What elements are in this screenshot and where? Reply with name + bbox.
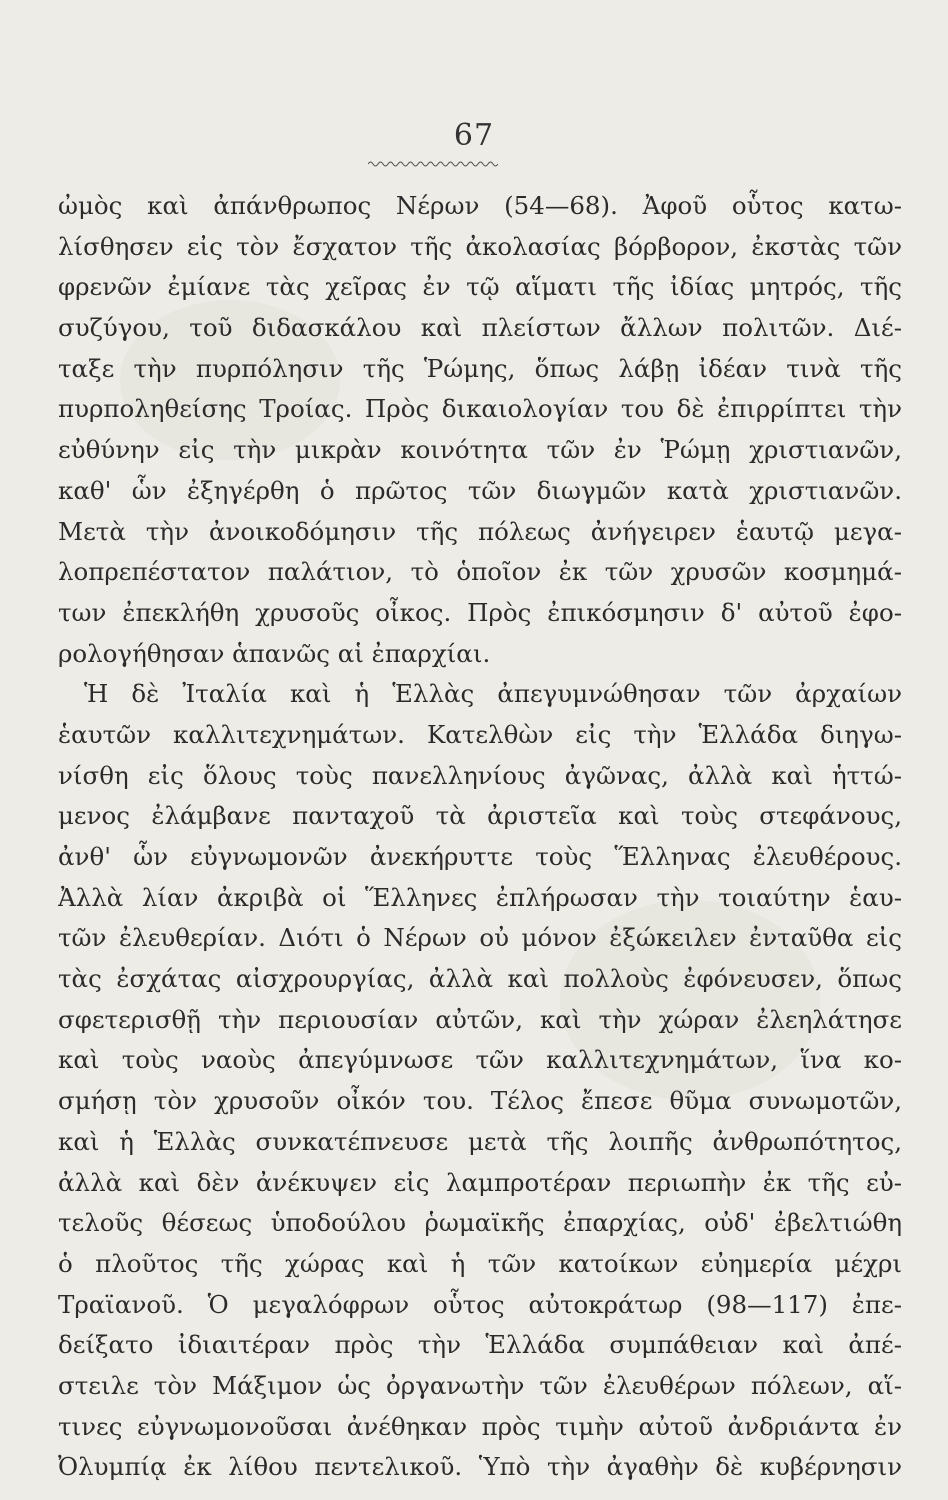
text-line: λίσθησεν εἰς τὸν ἔσχατον τῆς ἀκολασίας βόρβορον, ἐκστὰς τῶν (58, 231, 902, 261)
text-line: συζύγου, τοῦ διδασκάλου καὶ πλείστων ἄλλων πολιτῶν. Διέ- (58, 313, 902, 343)
text-line: ὠμὸς καὶ ἀπάνθρωπος Νέρων (54—68). Ἀφοῦ οὗτος κατω- (58, 191, 902, 220)
text-line: των ἐπεκλήθη χρυσοῦς οἶκος. Πρὸς ἐπικόσμησιν δ' αὐτοῦ ἐφο- (58, 597, 902, 627)
text-line: λοπρεπέστατον παλάτιον, τὸ ὁποῖον ἐκ τῶν χρυσῶν κοσμημά- (58, 557, 902, 587)
text-line: πυρποληθείσης Τροίας. Πρὸς δικαιολογίαν του δὲ ἐπιρρίπτει τὴν (58, 394, 902, 424)
text-line: τὰς ἐσχάτας αἰσχρουργίας, ἀλλὰ καὶ πολλοὺς ἐφόνευσεν, ὅπως (58, 964, 902, 994)
text-line: καθ' ὧν ἐξηγέρθη ὁ πρῶτος τῶν διωγμῶν κατὰ χριστιανῶν. (58, 475, 902, 505)
text-line: δείξατο ἰδιαιτέραν πρὸς τὴν Ἑλλάδα συμπάθειαν καὶ ἀπέ- (58, 1330, 902, 1360)
text-line: ἑαυτῶν καλλιτεχνημάτων. Κατελθὼν εἰς τὴν Ἑλλάδα διηγω- (58, 719, 902, 749)
text-line: μενος ἐλάμβανε πανταχοῦ τὰ ἀριστεῖα καὶ τοὺς στεφάνους, (58, 801, 902, 831)
text-line: καὶ τοὺς ναοὺς ἀπεγύμνωσε τῶν καλλιτεχνημάτων, ἵνα κο- (58, 1045, 902, 1075)
text-line: φρενῶν ἐμίανε τὰς χεῖρας ἐν τῷ αἵματι τῆς ἰδίας μητρός, τῆς (58, 272, 902, 302)
text-line: ἀλλὰ καὶ δὲν ἀνέκυψεν εἰς λαμπροτέραν περιωπὴν ἐκ τῆς εὐ- (58, 1167, 902, 1197)
wavy-rule-ornament (368, 160, 498, 168)
text-line: στειλε τὸν Μάξιμον ὡς ὀργανωτὴν τῶν ἐλευθέρων πόλεων, αἵ- (58, 1370, 902, 1400)
text-line: τῶν ἐλευθερίαν. Διότι ὁ Νέρων οὐ μόνον ἐξώκειλεν ἐνταῦθα εἰς (58, 923, 902, 953)
text-line: ὁ πλοῦτος τῆς χώρας καὶ ἡ τῶν κατοίκων εὐημερία μέχρι (58, 1248, 902, 1278)
text-line: Μετὰ τὴν ἀνοικοδόμησιν τῆς πόλεως ἀνήγειρεν ἑαυτῷ μεγα- (58, 516, 902, 546)
text-line: τελοῦς θέσεως ὑποδούλου ῥωμαϊκῆς ἐπαρχίας, οὐδ' ἐβελτιώθη (58, 1208, 902, 1238)
body-text (58, 186, 902, 1488)
text-line: Τραϊανοῦ. Ὁ μεγαλόφρων οὗτος αὐτοκράτωρ (98—117) ἐπε- (58, 1289, 902, 1319)
text-line: εὐθύνην εἰς τὴν μικρὰν κοινότητα τῶν ἐν Ῥώμῃ χριστιανῶν, (58, 435, 902, 465)
text-line: νίσθη εἰς ὅλους τοὺς πανελληνίους ἀγῶνας, ἀλλὰ καὶ ἡττώ- (58, 760, 902, 790)
text-line: σφετερισθῇ τὴν περιουσίαν αὐτῶν, καὶ τὴν χώραν ἐλεηλάτησε (58, 1004, 902, 1034)
text-line: ρολογήθησαν ἁπανῶς αἱ ἐπαρχίαι. (58, 638, 491, 668)
text-line: σμήσῃ τὸν χρυσοῦν οἶκόν του. Τέλος ἔπεσε θῦμα συνωμοτῶν, (58, 1086, 902, 1116)
text-line: ταξε τὴν πυρπόλησιν τῆς Ῥώμης, ὅπως λάβῃ ἰδέαν τινὰ τῆς (58, 353, 902, 383)
text-line: καὶ ἡ Ἑλλὰς συνκατέπνευσε μετὰ τῆς λοιπῆς ἀνθρωπότητος, (58, 1126, 902, 1156)
text-line: τινες εὐγνωμονοῦσαι ἀνέθηκαν πρὸς τιμὴν αὐτοῦ ἀνδριάντα ἐν (58, 1411, 902, 1441)
text-line: Ἀλλὰ λίαν ἀκριβὰ οἱ Ἕλληνες ἐπλήρωσαν τὴν τοιαύτην ἑαυ- (58, 882, 902, 912)
page-number: 67 (453, 118, 495, 153)
text-line: ἀνθ' ὧν εὐγνωμονῶν ἀνεκήρυττε τοὺς Ἕλληνας ἐλευθέρους. (58, 842, 902, 871)
text-line: Ὀλυμπίᾳ ἐκ λίθου πεντελικοῦ. Ὑπὸ τὴν ἀγαθὴν δὲ κυβέρνησιν (58, 1452, 902, 1482)
text-line: Ἡ δὲ Ἰταλία καὶ ἡ Ἑλλὰς ἀπεγυμνώθησαν τῶν ἀρχαίων (84, 679, 902, 709)
